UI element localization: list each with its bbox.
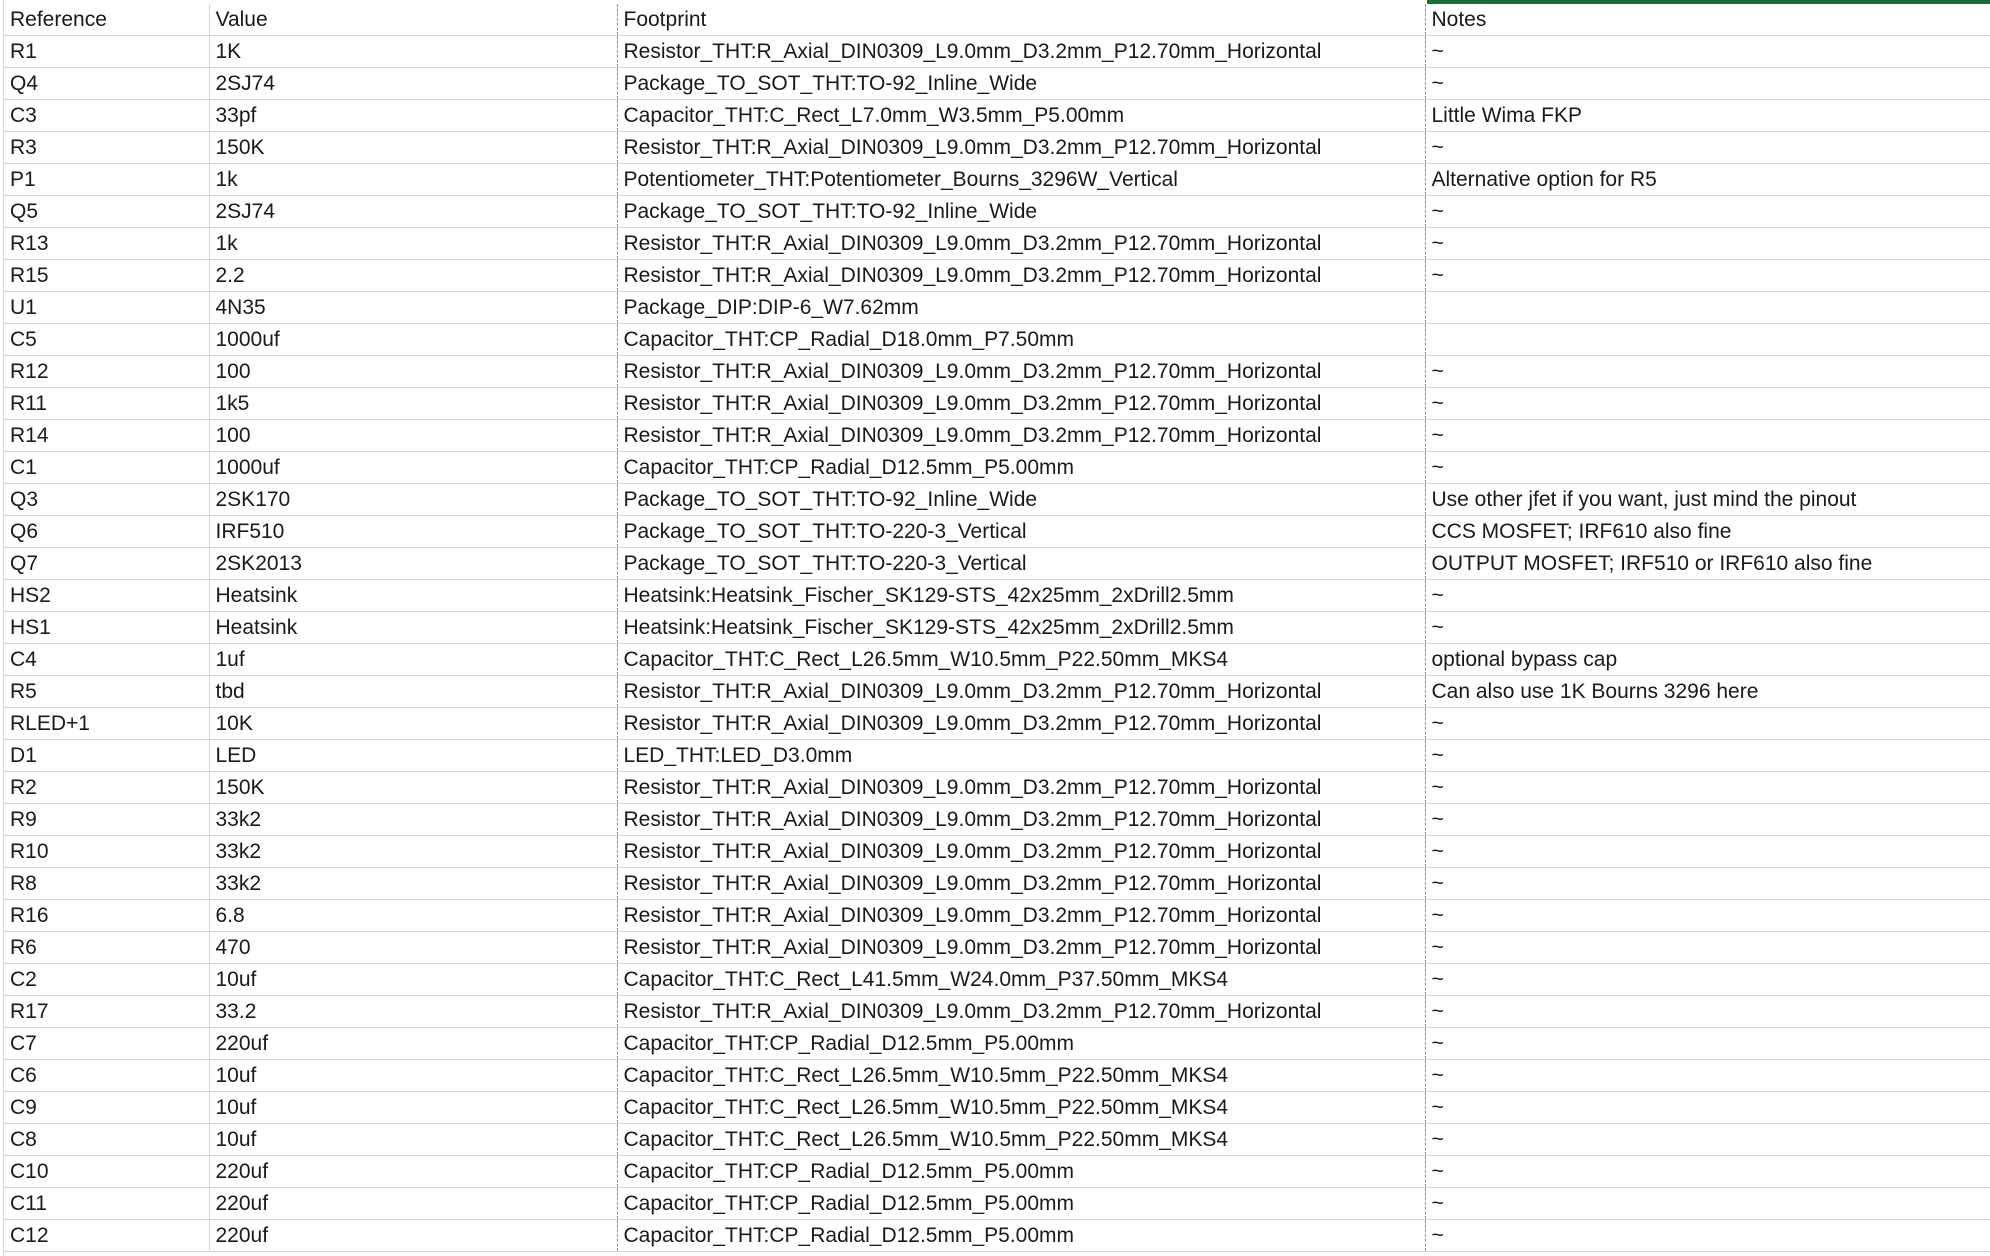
cell-value[interactable]: 33pf — [209, 100, 617, 132]
table-row — [4, 228, 1990, 260]
cell-reference[interactable]: C6 — [4, 1060, 209, 1092]
cell-footprint[interactable]: Capacitor_THT:C_Rect_L26.5mm_W10.5mm_P22.50mm_MKS4 — [617, 1060, 1425, 1092]
table-row — [4, 868, 1990, 900]
cell-reference[interactable]: C5 — [4, 324, 209, 356]
cell-reference[interactable]: P1 — [4, 164, 209, 196]
cell-reference[interactable]: R17 — [4, 996, 209, 1028]
cell-footprint[interactable]: Resistor_THT:R_Axial_DIN0309_L9.0mm_D3.2mm_P12.70mm_Horizontal — [617, 996, 1425, 1028]
cell-reference[interactable]: C8 — [4, 1124, 209, 1156]
cell-footprint[interactable]: Capacitor_THT:C_Rect_L41.5mm_W24.0mm_P37.50mm_MKS4 — [617, 964, 1425, 996]
cell-reference[interactable]: RLED+1 — [4, 708, 209, 740]
table-row — [4, 548, 1990, 580]
cell-reference[interactable]: D1 — [4, 740, 209, 772]
table-row — [4, 324, 1990, 356]
table-row — [4, 996, 1990, 1028]
cell-notes[interactable]: ~ — [1425, 740, 1990, 772]
cell-notes[interactable]: ~ — [1425, 420, 1990, 452]
cell-notes[interactable]: optional bypass cap — [1425, 644, 1990, 676]
cell-reference[interactable]: R6 — [4, 932, 209, 964]
table-row — [4, 292, 1990, 324]
cell-notes[interactable]: ~ — [1425, 1028, 1990, 1060]
cell-value[interactable]: 100 — [209, 356, 617, 388]
cell-notes[interactable]: ~ — [1425, 1156, 1990, 1188]
cell-notes[interactable]: Alternative option for R5 — [1425, 164, 1990, 196]
cell-value[interactable]: 1k — [209, 228, 617, 260]
cell-reference[interactable]: R13 — [4, 228, 209, 260]
cell-notes[interactable]: ~ — [1425, 36, 1990, 68]
cell-value[interactable]: 2.2 — [209, 260, 617, 292]
cell-notes[interactable]: ~ — [1425, 260, 1990, 292]
table-row — [4, 1220, 1990, 1252]
bom-table — [4, 4, 1990, 1252]
cell-footprint[interactable]: Heatsink:Heatsink_Fischer_SK129-STS_42x25mm_2xDrill2.5mm — [617, 580, 1425, 612]
cell-value[interactable]: 4N35 — [209, 292, 617, 324]
cell-reference[interactable]: R2 — [4, 772, 209, 804]
cell-footprint[interactable]: LED_THT:LED_D3.0mm — [617, 740, 1425, 772]
cell-value[interactable]: 1k — [209, 164, 617, 196]
table-row — [4, 68, 1990, 100]
cell-notes[interactable]: ~ — [1425, 196, 1990, 228]
cell-reference[interactable]: HS1 — [4, 612, 209, 644]
cell-footprint[interactable]: Resistor_THT:R_Axial_DIN0309_L9.0mm_D3.2mm_P12.70mm_Horizontal — [617, 676, 1425, 708]
cell-notes[interactable]: ~ — [1425, 1220, 1990, 1252]
cell-value[interactable]: 10uf — [209, 1092, 617, 1124]
cell-reference[interactable]: C2 — [4, 964, 209, 996]
table-row — [4, 612, 1990, 644]
cell-notes[interactable]: ~ — [1425, 580, 1990, 612]
cell-footprint[interactable]: Capacitor_THT:CP_Radial_D12.5mm_P5.00mm — [617, 1220, 1425, 1252]
cell-value[interactable]: 33.2 — [209, 996, 617, 1028]
table-row — [4, 1124, 1990, 1156]
cell-footprint[interactable]: Package_TO_SOT_THT:TO-92_Inline_Wide — [617, 196, 1425, 228]
cell-notes[interactable] — [1425, 324, 1990, 356]
table-row — [4, 644, 1990, 676]
table-row — [4, 708, 1990, 740]
cell-value[interactable]: 1uf — [209, 644, 617, 676]
cell-notes[interactable]: ~ — [1425, 932, 1990, 964]
cell-footprint[interactable]: Package_TO_SOT_THT:TO-92_Inline_Wide — [617, 68, 1425, 100]
cell-notes[interactable]: ~ — [1425, 132, 1990, 164]
cell-notes[interactable]: ~ — [1425, 868, 1990, 900]
cell-reference[interactable]: HS2 — [4, 580, 209, 612]
cell-reference[interactable]: R14 — [4, 420, 209, 452]
cell-footprint[interactable]: Resistor_THT:R_Axial_DIN0309_L9.0mm_D3.2mm_P12.70mm_Horizontal — [617, 228, 1425, 260]
cell-value[interactable]: 6.8 — [209, 900, 617, 932]
cell-value[interactable]: IRF510 — [209, 516, 617, 548]
cell-footprint[interactable]: Capacitor_THT:CP_Radial_D12.5mm_P5.00mm — [617, 1156, 1425, 1188]
cell-reference[interactable]: R11 — [4, 388, 209, 420]
cell-footprint[interactable]: Resistor_THT:R_Axial_DIN0309_L9.0mm_D3.2mm_P12.70mm_Horizontal — [617, 356, 1425, 388]
cell-notes[interactable]: CCS MOSFET; IRF610 also fine — [1425, 516, 1990, 548]
cell-reference[interactable]: C10 — [4, 1156, 209, 1188]
table-row — [4, 900, 1990, 932]
table-row — [4, 132, 1990, 164]
cell-notes[interactable]: ~ — [1425, 68, 1990, 100]
cell-reference[interactable]: R5 — [4, 676, 209, 708]
table-row — [4, 516, 1990, 548]
table-row — [4, 964, 1990, 996]
cell-notes[interactable]: ~ — [1425, 1092, 1990, 1124]
table-row — [4, 1092, 1990, 1124]
cell-reference[interactable]: C7 — [4, 1028, 209, 1060]
table-row — [4, 1188, 1990, 1220]
cell-footprint[interactable]: Capacitor_THT:CP_Radial_D12.5mm_P5.00mm — [617, 1188, 1425, 1220]
cell-value[interactable]: Heatsink — [209, 580, 617, 612]
cell-footprint[interactable]: Resistor_THT:R_Axial_DIN0309_L9.0mm_D3.2mm_P12.70mm_Horizontal — [617, 708, 1425, 740]
table-row — [4, 932, 1990, 964]
cell-reference[interactable]: R15 — [4, 260, 209, 292]
cell-notes[interactable]: ~ — [1425, 772, 1990, 804]
header-cell-reference[interactable]: Reference — [4, 4, 209, 36]
cell-value[interactable]: 10K — [209, 708, 617, 740]
cell-notes[interactable] — [1425, 292, 1990, 324]
cell-value[interactable]: Heatsink — [209, 612, 617, 644]
header-cell-value[interactable]: Value — [209, 4, 617, 36]
cell-footprint[interactable]: Resistor_THT:R_Axial_DIN0309_L9.0mm_D3.2mm_P12.70mm_Horizontal — [617, 804, 1425, 836]
cell-footprint[interactable]: Capacitor_THT:C_Rect_L7.0mm_W3.5mm_P5.00mm — [617, 100, 1425, 132]
table-row — [4, 580, 1990, 612]
cell-footprint[interactable]: Package_TO_SOT_THT:TO-220-3_Vertical — [617, 516, 1425, 548]
cell-notes[interactable]: ~ — [1425, 452, 1990, 484]
cell-value[interactable]: 2SK170 — [209, 484, 617, 516]
cell-reference[interactable]: R8 — [4, 868, 209, 900]
cell-footprint[interactable]: Potentiometer_THT:Potentiometer_Bourns_3296W_Vertical — [617, 164, 1425, 196]
table-row — [4, 420, 1990, 452]
cell-reference[interactable]: R16 — [4, 900, 209, 932]
cell-footprint[interactable]: Package_DIP:DIP-6_W7.62mm — [617, 292, 1425, 324]
cell-notes[interactable]: ~ — [1425, 356, 1990, 388]
cell-footprint[interactable]: Resistor_THT:R_Axial_DIN0309_L9.0mm_D3.2mm_P12.70mm_Horizontal — [617, 868, 1425, 900]
cell-value[interactable]: 470 — [209, 932, 617, 964]
cell-value[interactable]: 10uf — [209, 1124, 617, 1156]
table-row — [4, 1028, 1990, 1060]
cell-value[interactable]: LED — [209, 740, 617, 772]
cell-footprint[interactable]: Package_TO_SOT_THT:TO-92_Inline_Wide — [617, 484, 1425, 516]
cell-reference[interactable]: C11 — [4, 1188, 209, 1220]
table-row — [4, 36, 1990, 68]
cell-value[interactable]: 33k2 — [209, 868, 617, 900]
cell-reference[interactable]: Q4 — [4, 68, 209, 100]
cell-value[interactable]: 33k2 — [209, 836, 617, 868]
table-row — [4, 260, 1990, 292]
cell-footprint[interactable]: Capacitor_THT:CP_Radial_D18.0mm_P7.50mm — [617, 324, 1425, 356]
table-row — [4, 164, 1990, 196]
header-row — [4, 4, 1990, 36]
cell-reference[interactable]: C9 — [4, 1092, 209, 1124]
cell-notes[interactable]: ~ — [1425, 612, 1990, 644]
table-row — [4, 740, 1990, 772]
cell-value[interactable]: 10uf — [209, 964, 617, 996]
cell-notes[interactable]: Use other jfet if you want, just mind the pinout — [1425, 484, 1990, 516]
header-cell-footprint[interactable]: Footprint — [617, 4, 1425, 36]
cell-notes[interactable]: ~ — [1425, 836, 1990, 868]
cell-footprint[interactable]: Resistor_THT:R_Axial_DIN0309_L9.0mm_D3.2mm_P12.70mm_Horizontal — [617, 900, 1425, 932]
cell-reference[interactable]: Q3 — [4, 484, 209, 516]
header-cell-notes[interactable]: Notes — [1425, 4, 1990, 36]
cell-notes[interactable]: Little Wima FKP — [1425, 100, 1990, 132]
cell-value[interactable]: 150K — [209, 132, 617, 164]
cell-footprint[interactable]: Resistor_THT:R_Axial_DIN0309_L9.0mm_D3.2mm_P12.70mm_Horizontal — [617, 260, 1425, 292]
cell-footprint[interactable]: Capacitor_THT:C_Rect_L26.5mm_W10.5mm_P22.50mm_MKS4 — [617, 644, 1425, 676]
cell-reference[interactable]: R12 — [4, 356, 209, 388]
cell-value[interactable]: 220uf — [209, 1188, 617, 1220]
cell-reference[interactable]: C1 — [4, 452, 209, 484]
table-row — [4, 484, 1990, 516]
cell-value[interactable]: 100 — [209, 420, 617, 452]
cell-reference[interactable]: C4 — [4, 644, 209, 676]
table-row — [4, 772, 1990, 804]
cell-footprint[interactable]: Capacitor_THT:CP_Radial_D12.5mm_P5.00mm — [617, 452, 1425, 484]
cell-reference[interactable]: Q6 — [4, 516, 209, 548]
cell-footprint[interactable]: Resistor_THT:R_Axial_DIN0309_L9.0mm_D3.2mm_P12.70mm_Horizontal — [617, 772, 1425, 804]
cell-notes[interactable]: ~ — [1425, 964, 1990, 996]
cell-footprint[interactable]: Package_TO_SOT_THT:TO-220-3_Vertical — [617, 548, 1425, 580]
cell-footprint[interactable]: Capacitor_THT:C_Rect_L26.5mm_W10.5mm_P22.50mm_MKS4 — [617, 1124, 1425, 1156]
cell-value[interactable]: 10uf — [209, 1060, 617, 1092]
table-row — [4, 388, 1990, 420]
cell-reference[interactable]: Q7 — [4, 548, 209, 580]
cell-footprint[interactable]: Resistor_THT:R_Axial_DIN0309_L9.0mm_D3.2mm_P12.70mm_Horizontal — [617, 836, 1425, 868]
cell-notes[interactable]: OUTPUT MOSFET; IRF510 or IRF610 also fine — [1425, 548, 1990, 580]
cell-notes[interactable]: ~ — [1425, 228, 1990, 260]
cell-value[interactable]: 1000uf — [209, 324, 617, 356]
cell-value[interactable]: tbd — [209, 676, 617, 708]
cell-footprint[interactable]: Capacitor_THT:C_Rect_L26.5mm_W10.5mm_P22.50mm_MKS4 — [617, 1092, 1425, 1124]
table-row — [4, 196, 1990, 228]
cell-footprint[interactable]: Resistor_THT:R_Axial_DIN0309_L9.0mm_D3.2mm_P12.70mm_Horizontal — [617, 420, 1425, 452]
table-row — [4, 1156, 1990, 1188]
cell-value[interactable]: 220uf — [209, 1220, 617, 1252]
cell-notes[interactable]: Can also use 1K Bourns 3296 here — [1425, 676, 1990, 708]
cell-value[interactable]: 33k2 — [209, 804, 617, 836]
cell-value[interactable]: 220uf — [209, 1028, 617, 1060]
cell-reference[interactable]: U1 — [4, 292, 209, 324]
cell-reference[interactable]: R1 — [4, 36, 209, 68]
table-row — [4, 836, 1990, 868]
table-row — [4, 356, 1990, 388]
cell-notes[interactable]: ~ — [1425, 1124, 1990, 1156]
cell-notes[interactable]: ~ — [1425, 996, 1990, 1028]
cell-footprint[interactable]: Capacitor_THT:CP_Radial_D12.5mm_P5.00mm — [617, 1028, 1425, 1060]
cell-notes[interactable]: ~ — [1425, 1060, 1990, 1092]
cell-notes[interactable]: ~ — [1425, 708, 1990, 740]
table-row — [4, 676, 1990, 708]
cell-reference[interactable]: R10 — [4, 836, 209, 868]
cell-notes[interactable]: ~ — [1425, 900, 1990, 932]
cell-reference[interactable]: R9 — [4, 804, 209, 836]
cell-value[interactable]: 1k5 — [209, 388, 617, 420]
cell-notes[interactable]: ~ — [1425, 804, 1990, 836]
table-row — [4, 100, 1990, 132]
cell-reference[interactable]: C12 — [4, 1220, 209, 1252]
cell-footprint[interactable]: Resistor_THT:R_Axial_DIN0309_L9.0mm_D3.2mm_P12.70mm_Horizontal — [617, 36, 1425, 68]
cell-value[interactable]: 2SJ74 — [209, 68, 617, 100]
table-row — [4, 804, 1990, 836]
cell-footprint[interactable]: Resistor_THT:R_Axial_DIN0309_L9.0mm_D3.2mm_P12.70mm_Horizontal — [617, 132, 1425, 164]
cell-value[interactable]: 1K — [209, 36, 617, 68]
cell-notes[interactable]: ~ — [1425, 388, 1990, 420]
cell-footprint[interactable]: Heatsink:Heatsink_Fischer_SK129-STS_42x25mm_2xDrill2.5mm — [617, 612, 1425, 644]
cell-value[interactable]: 150K — [209, 772, 617, 804]
cell-value[interactable]: 2SK2013 — [209, 548, 617, 580]
cell-reference[interactable]: R3 — [4, 132, 209, 164]
cell-notes[interactable]: ~ — [1425, 1188, 1990, 1220]
cell-value[interactable]: 220uf — [209, 1156, 617, 1188]
cell-value[interactable]: 1000uf — [209, 452, 617, 484]
cell-value[interactable]: 2SJ74 — [209, 196, 617, 228]
table-row — [4, 452, 1990, 484]
cell-footprint[interactable]: Resistor_THT:R_Axial_DIN0309_L9.0mm_D3.2mm_P12.70mm_Horizontal — [617, 932, 1425, 964]
cell-reference[interactable]: C3 — [4, 100, 209, 132]
cell-footprint[interactable]: Resistor_THT:R_Axial_DIN0309_L9.0mm_D3.2mm_P12.70mm_Horizontal — [617, 388, 1425, 420]
cell-reference[interactable]: Q5 — [4, 196, 209, 228]
table-row — [4, 1060, 1990, 1092]
